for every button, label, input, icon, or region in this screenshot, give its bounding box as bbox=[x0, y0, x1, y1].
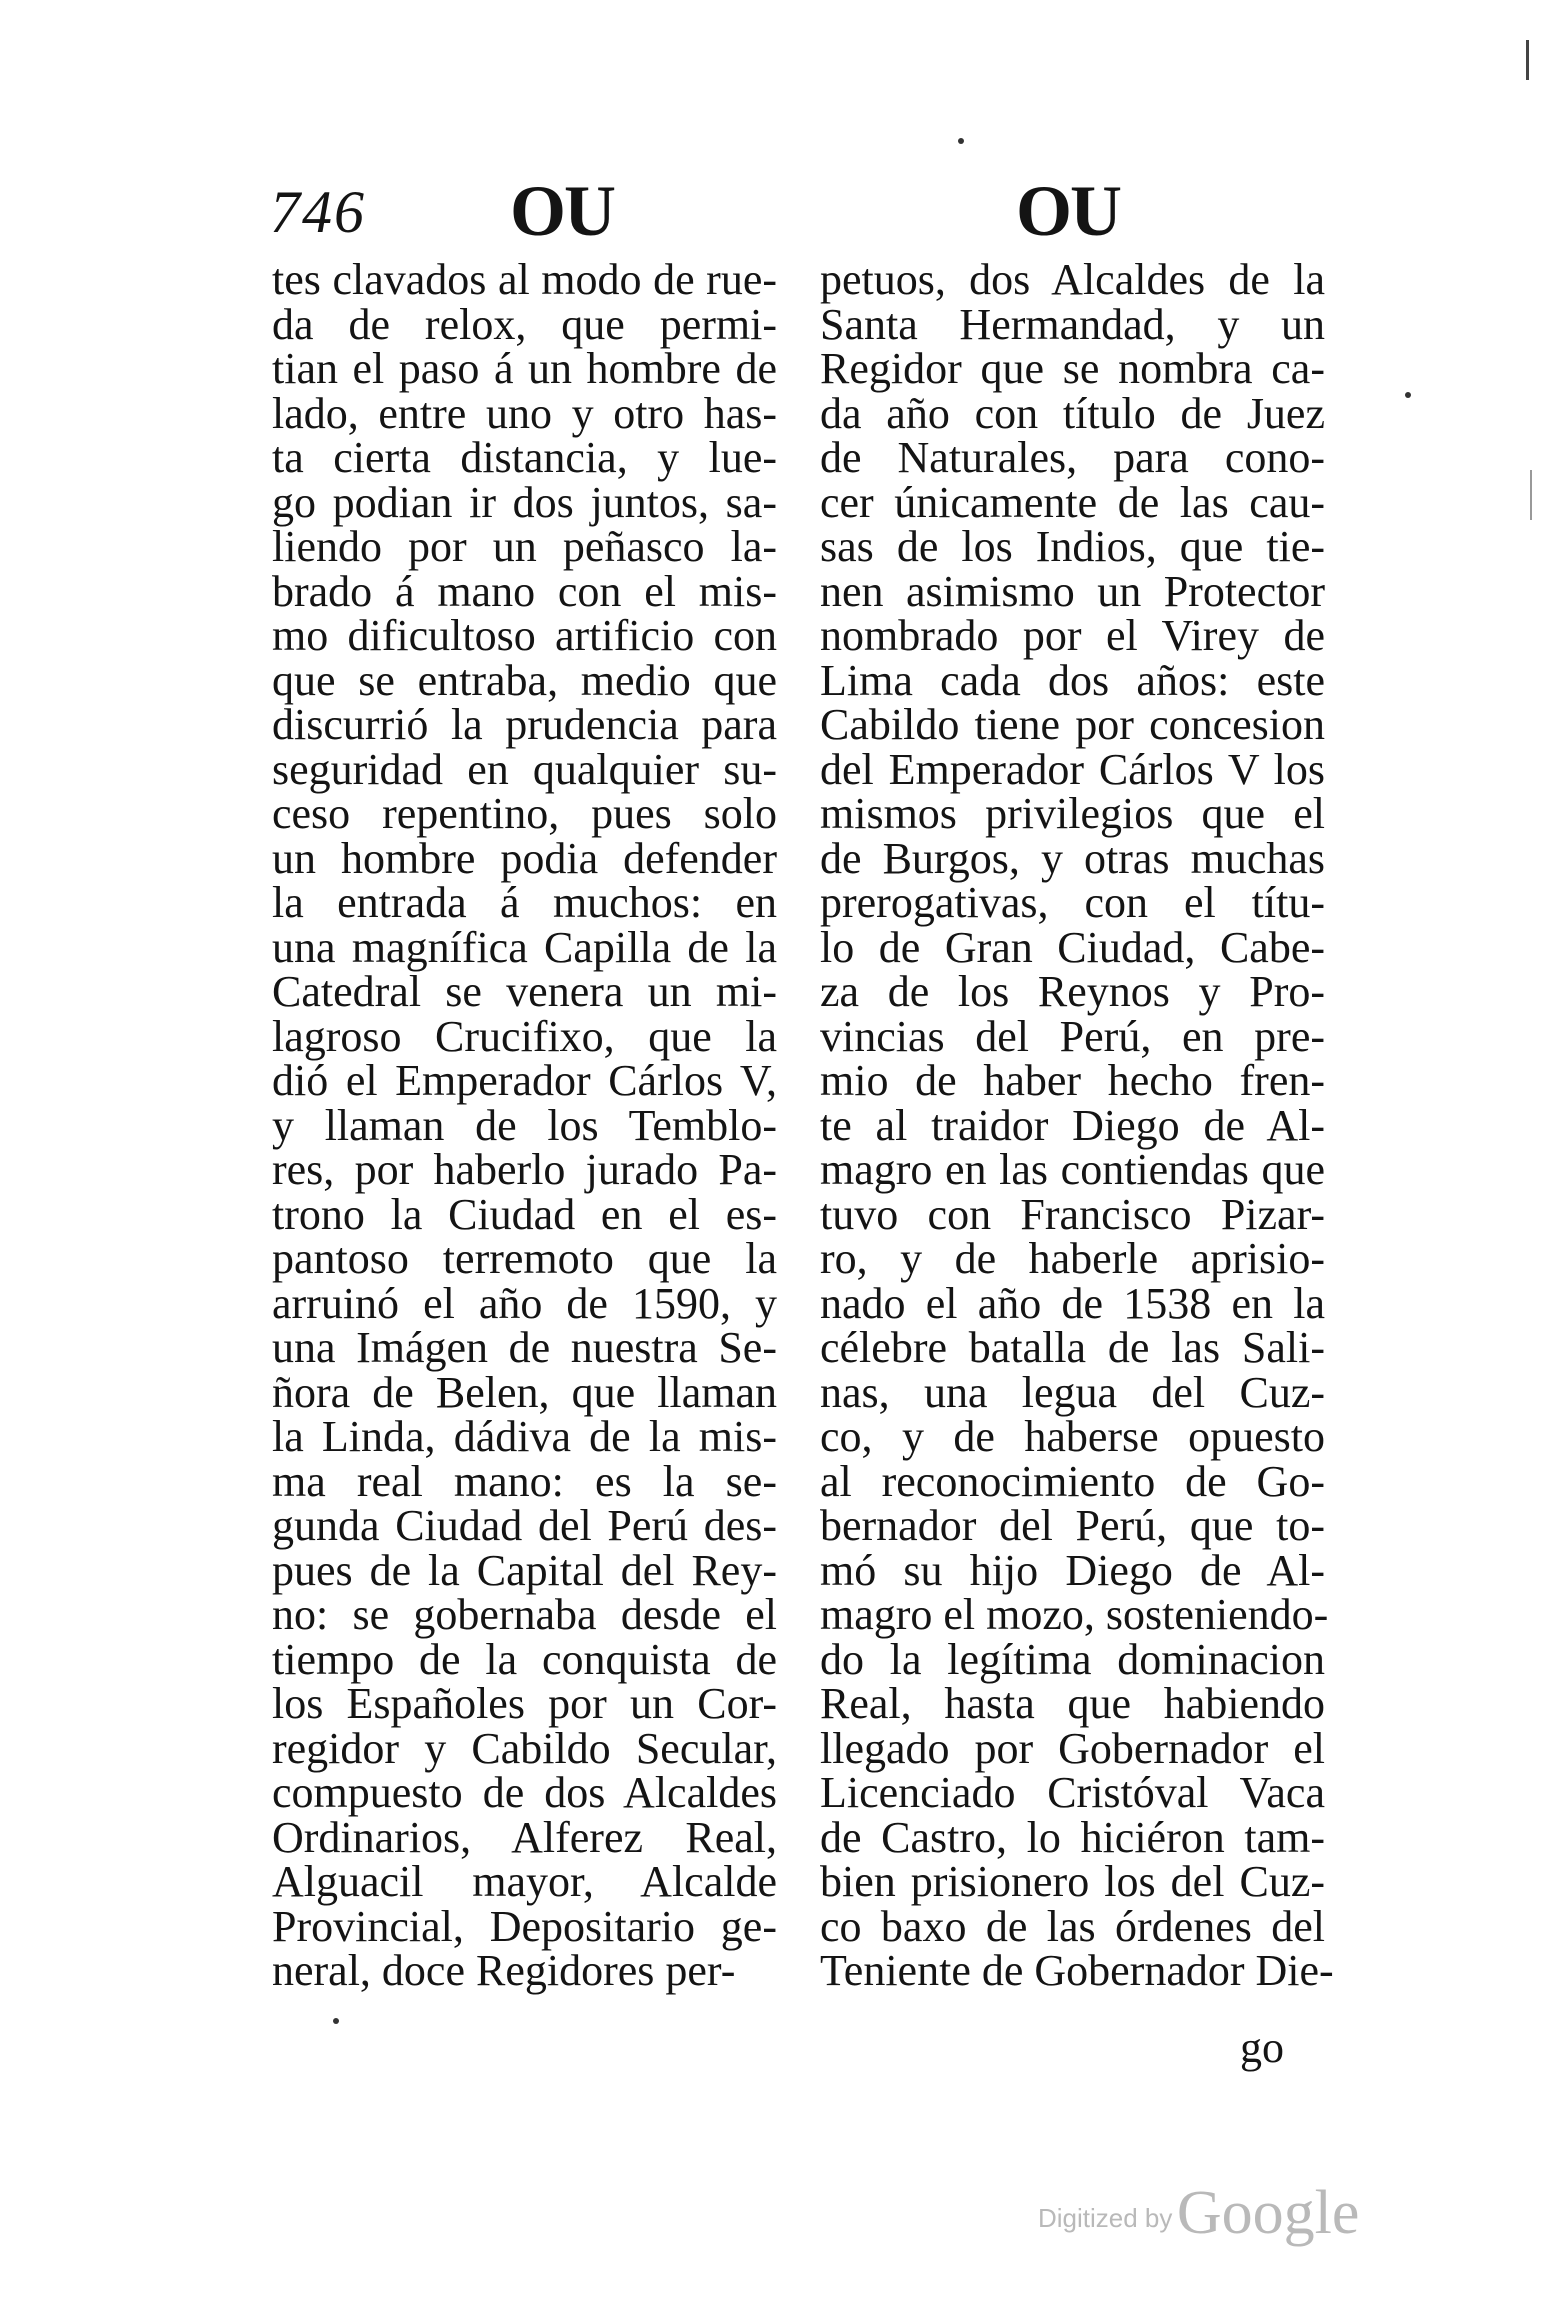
text-line: neral, doce Regidores per- bbox=[272, 1946, 736, 1995]
text-line: de Castro, lo hiciéron tam- bbox=[820, 1812, 1325, 1862]
text-line: que se entraba, medio que bbox=[272, 655, 777, 705]
page-header bbox=[270, 170, 1320, 260]
text-line: tian el paso á un hombre de bbox=[272, 344, 777, 393]
text-line: sas de los Indios, que tie- bbox=[820, 522, 1325, 571]
text-line: bien prisionero los del Cuz- bbox=[820, 1857, 1325, 1906]
digitized-watermark bbox=[1038, 2178, 1359, 2249]
text-line: da de relox, que permi- bbox=[272, 299, 777, 349]
text-line: res, por haberlo jurado Pa- bbox=[272, 1145, 777, 1194]
text-line: te al traidor Diego de Al- bbox=[820, 1100, 1325, 1150]
text-line: magro en las contiendas que bbox=[820, 1145, 1325, 1194]
text-line: mó su hijo Diego de Al- bbox=[820, 1545, 1325, 1595]
text-column-right bbox=[820, 255, 1334, 1995]
text-line: do la legítima dominacion bbox=[820, 1634, 1325, 1684]
text-line: magro el mozo, sosteniendo- bbox=[820, 1590, 1329, 1639]
text-line: una magnífica Capilla de la bbox=[272, 922, 777, 972]
text-line: no: se gobernaba desde el bbox=[272, 1590, 777, 1639]
text-line: Catedral se venera un mi- bbox=[272, 967, 777, 1016]
running-head-left: OU bbox=[510, 171, 614, 251]
text-line: ceso repentino, pues solo bbox=[272, 789, 777, 838]
text-line: brado á mano con el mis- bbox=[272, 566, 777, 616]
text-line: la Linda, dádiva de la mis- bbox=[272, 1412, 777, 1461]
text-line: da año con título de Juez bbox=[820, 388, 1325, 438]
text-line: mio de haber hecho fren- bbox=[820, 1056, 1325, 1105]
text-line: pantoso terremoto que la bbox=[272, 1234, 777, 1283]
ink-speck bbox=[1405, 392, 1411, 398]
ink-speck bbox=[958, 138, 964, 144]
text-line: de Burgos, y otras muchas bbox=[820, 833, 1325, 883]
text-line: Regidor que se nombra ca- bbox=[820, 344, 1325, 393]
text-line: Lima cada dos años: este bbox=[820, 655, 1325, 705]
text-line: discurrió la prudencia para bbox=[272, 700, 777, 749]
running-head-right: OU bbox=[1016, 171, 1120, 251]
page-number: 746 bbox=[270, 179, 366, 245]
text-line: un hombre podia defender bbox=[272, 833, 777, 883]
text-line: llegado por Gobernador el bbox=[820, 1723, 1325, 1773]
text-line: nado el año de 1538 en la bbox=[820, 1278, 1325, 1328]
text-line: célebre batalla de las Sali- bbox=[820, 1323, 1325, 1372]
text-line: ro, y de haberle aprisio- bbox=[820, 1234, 1325, 1283]
watermark-prefix: Digitized by bbox=[1038, 2203, 1173, 2233]
text-line: Licenciado Cristóval Vaca bbox=[820, 1768, 1325, 1817]
text-line: za de los Reynos y Pro- bbox=[820, 967, 1325, 1016]
text-line: Ordinarios, Alferez Real, bbox=[272, 1812, 777, 1862]
text-line: co baxo de las órdenes del bbox=[820, 1901, 1325, 1951]
text-line: trono la Ciudad en el es- bbox=[272, 1189, 777, 1239]
text-line: la entrada á muchos: en bbox=[272, 878, 777, 927]
scan-edge-mark bbox=[1526, 40, 1529, 80]
text-line: mo dificultoso artificio con bbox=[272, 611, 777, 660]
text-line: del Emperador Cárlos V los bbox=[820, 744, 1325, 794]
text-line: y llaman de los Temblo- bbox=[272, 1100, 777, 1150]
text-line: vincias del Perú, en pre- bbox=[820, 1011, 1325, 1061]
text-line: Teniente de Gobernador Die- bbox=[820, 1946, 1334, 1995]
text-column-left bbox=[272, 255, 777, 1995]
text-line: al reconocimiento de Go- bbox=[820, 1456, 1325, 1506]
text-line: Alguacil mayor, Alcalde bbox=[272, 1857, 777, 1906]
text-line: Santa Hermandad, y un bbox=[820, 299, 1325, 349]
text-line: nas, una legua del Cuz- bbox=[820, 1367, 1325, 1417]
text-line: petuos, dos Alcaldes de la bbox=[820, 255, 1325, 304]
text-line: cer únicamente de las cau- bbox=[820, 477, 1325, 527]
text-line: Real, hasta que habiendo bbox=[820, 1679, 1325, 1728]
text-line: tes clavados al modo de rue- bbox=[272, 255, 777, 304]
text-line: Cabildo tiene por concesion bbox=[820, 700, 1325, 749]
text-line: Provincial, Depositario ge- bbox=[272, 1901, 777, 1951]
text-line: pues de la Capital del Rey- bbox=[272, 1545, 777, 1595]
scan-edge-mark bbox=[1530, 470, 1532, 520]
catchword: go bbox=[1240, 2023, 1284, 2072]
text-line: compuesto de dos Alcaldes bbox=[272, 1768, 777, 1817]
text-line: seguridad en qualquier su- bbox=[272, 744, 777, 794]
text-line: prerogativas, con el títu- bbox=[820, 878, 1325, 927]
text-line: nombrado por el Virey de bbox=[820, 611, 1325, 660]
text-line: tuvo con Francisco Pizar- bbox=[820, 1189, 1325, 1239]
text-line: nen asimismo un Protector bbox=[820, 566, 1325, 616]
text-line: los Españoles por un Cor- bbox=[272, 1679, 777, 1728]
text-line: una Imágen de nuestra Se- bbox=[272, 1323, 777, 1372]
text-line: bernador del Perú, que to- bbox=[820, 1501, 1325, 1550]
text-line: regidor y Cabildo Secular, bbox=[272, 1723, 777, 1773]
text-line: liendo por un peñasco la- bbox=[272, 522, 777, 571]
text-line: co, y de haberse opuesto bbox=[820, 1412, 1325, 1461]
text-line: go podian ir dos juntos, sa- bbox=[272, 477, 777, 527]
text-line: ta cierta distancia, y lue- bbox=[272, 433, 777, 482]
text-line: arruinó el año de 1590, y bbox=[272, 1278, 777, 1328]
text-line: lo de Gran Ciudad, Cabe- bbox=[820, 922, 1325, 972]
text-line: ñora de Belen, que llaman bbox=[272, 1367, 777, 1417]
text-line: lado, entre uno y otro has- bbox=[272, 388, 777, 438]
text-line: dió el Emperador Cárlos V, bbox=[272, 1056, 777, 1105]
ink-speck bbox=[333, 2018, 339, 2024]
text-line: ma real mano: es la se- bbox=[272, 1456, 777, 1506]
text-line: gunda Ciudad del Perú des- bbox=[272, 1501, 777, 1550]
text-line: tiempo de la conquista de bbox=[272, 1634, 777, 1684]
text-line: de Naturales, para cono- bbox=[820, 433, 1325, 482]
text-line: mismos privilegios que el bbox=[820, 789, 1325, 838]
text-line: lagroso Crucifixo, que la bbox=[272, 1011, 777, 1061]
watermark-brand: Google bbox=[1176, 2179, 1360, 2247]
